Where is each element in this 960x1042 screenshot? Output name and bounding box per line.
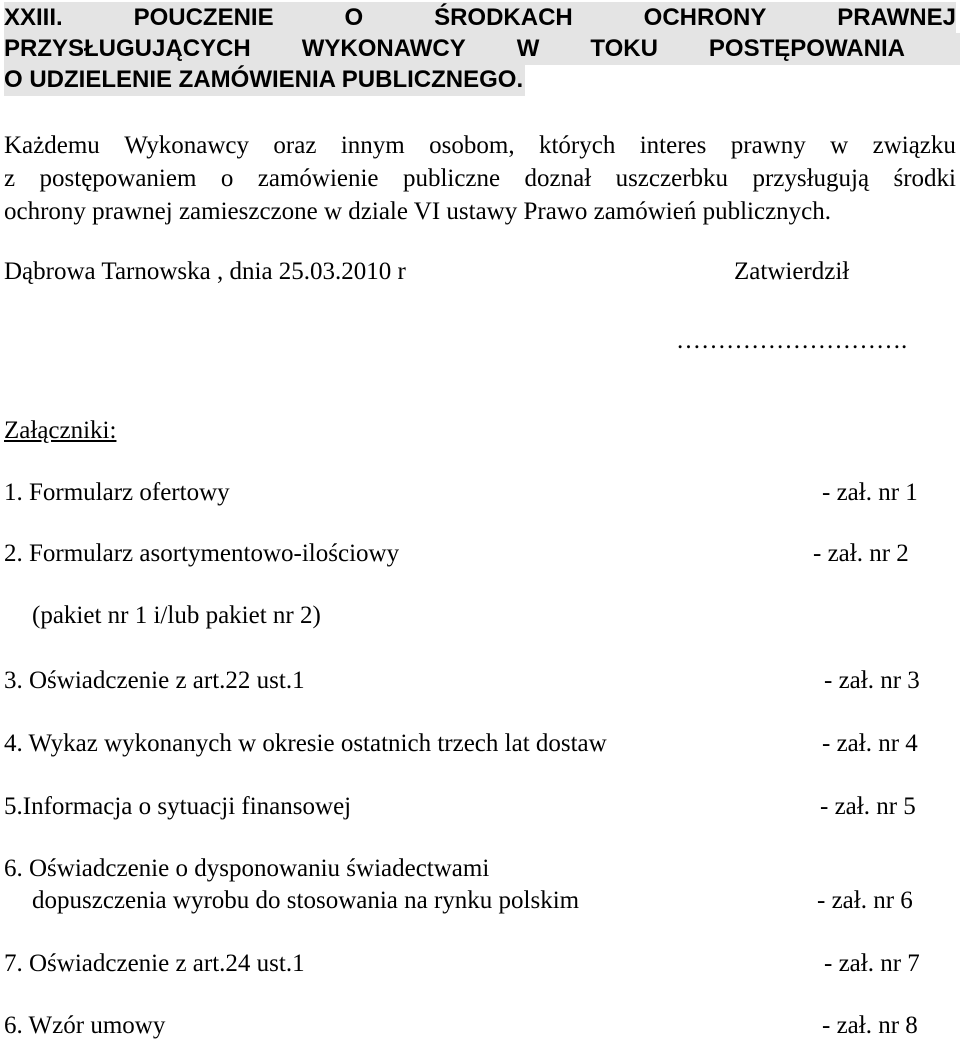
attachments-title: Załączniki: — [4, 417, 117, 444]
heading-word: PRZYSŁUGUJĄCYCH — [4, 35, 251, 62]
attachment-ref: - zał. nr 6 — [817, 887, 913, 914]
paragraph-word: przysługują — [752, 165, 870, 192]
paragraph-line-1 — [4, 129, 956, 162]
paragraph-line-2 — [4, 162, 956, 195]
heading-word: XXIII. — [4, 4, 63, 31]
heading-line-3-text: O UDZIELENIE ZAMÓWIENIA PUBLICZNEGO. — [4, 64, 525, 96]
paragraph-word: uszczerbku — [615, 165, 729, 192]
attachment-label: 1. Formularz ofertowy — [4, 479, 230, 506]
heading-word: O — [344, 4, 364, 31]
attachment-ref: - zał. nr 7 — [824, 950, 920, 977]
paragraph-word: środki — [893, 165, 956, 192]
paragraph-word: których — [538, 132, 616, 159]
paragraph-word: osobom, — [429, 132, 515, 159]
attachment-ref: - zał. nr 1 — [822, 479, 918, 506]
heading-word: WYKONAWCY — [301, 35, 466, 62]
paragraph-word: w — [830, 132, 849, 159]
attachment-label: 6. Wzór umowy — [4, 1012, 166, 1039]
place-date: Dąbrowa Tarnowska , dnia 25.03.2010 r — [4, 258, 406, 285]
attachment-label: dopuszczenia wyrobu do stosowania na rynku polskim — [32, 887, 580, 914]
paragraph-word: o — [220, 165, 234, 192]
heading-word: TOKU — [590, 35, 658, 62]
section-heading-line-1 — [4, 2, 956, 34]
paragraph-word: doznał — [524, 165, 592, 192]
paragraph-word: Wykonawcy — [124, 132, 250, 159]
attachment-label: 5.Informacja o sytuacji finansowej — [4, 793, 352, 820]
attachment-label: 6. Oświadczenie o dysponowaniu świadectwami — [4, 855, 490, 882]
attachment-label: 4. Wykaz wykonanych w okresie ostatnich trzech lat dostaw — [4, 730, 607, 757]
attachment-label: (pakiet nr 1 i/lub pakiet nr 2) — [32, 602, 321, 629]
paragraph-word: interes — [639, 132, 707, 159]
attachment-ref: - zał. nr 5 — [820, 793, 916, 820]
heading-word: OCHRONY — [643, 4, 767, 31]
approved-label: Zatwierdził — [734, 258, 850, 285]
heading-word: POSTĘPOWANIA — [708, 35, 905, 62]
attachment-ref: - zał. nr 8 — [822, 1012, 918, 1039]
heading-word: W — [516, 35, 540, 62]
paragraph-word: Każdemu — [4, 132, 100, 159]
paragraph-word: publiczne — [402, 165, 501, 192]
paragraph-word: z — [4, 165, 16, 192]
attachment-label: 7. Oświadczenie z art.24 ust.1 — [4, 950, 305, 977]
attachment-ref: - zał. nr 3 — [824, 667, 920, 694]
paragraph-word: prawny — [730, 132, 806, 159]
attachment-ref: - zał. nr 2 — [813, 540, 909, 567]
section-heading-line-2 — [4, 33, 956, 65]
heading-word: POUCZENIE — [133, 4, 274, 31]
attachment-ref: - zał. nr 4 — [822, 730, 918, 757]
signature-line: ………………………. — [676, 327, 908, 354]
heading-word: ŚRODKACH — [434, 4, 573, 31]
attachment-label: 2. Formularz asortymentowo-ilościowy — [4, 540, 400, 567]
paragraph-line-3: ochrony prawnej zamieszczone w dziale VI ustawy Prawo zamówień publicznych. — [4, 198, 832, 225]
attachment-label: 3. Oświadczenie z art.22 ust.1 — [4, 667, 305, 694]
paragraph-word: zamówienie — [257, 165, 379, 192]
heading-word: PRAWNEJ — [837, 4, 956, 31]
paragraph-word: innym — [340, 132, 405, 159]
paragraph-word: postępowaniem — [39, 165, 197, 192]
paragraph-word: związku — [872, 132, 956, 159]
section-heading-line-3 — [4, 64, 956, 96]
heading-band — [4, 33, 960, 65]
paragraph-word: oraz — [273, 132, 317, 159]
